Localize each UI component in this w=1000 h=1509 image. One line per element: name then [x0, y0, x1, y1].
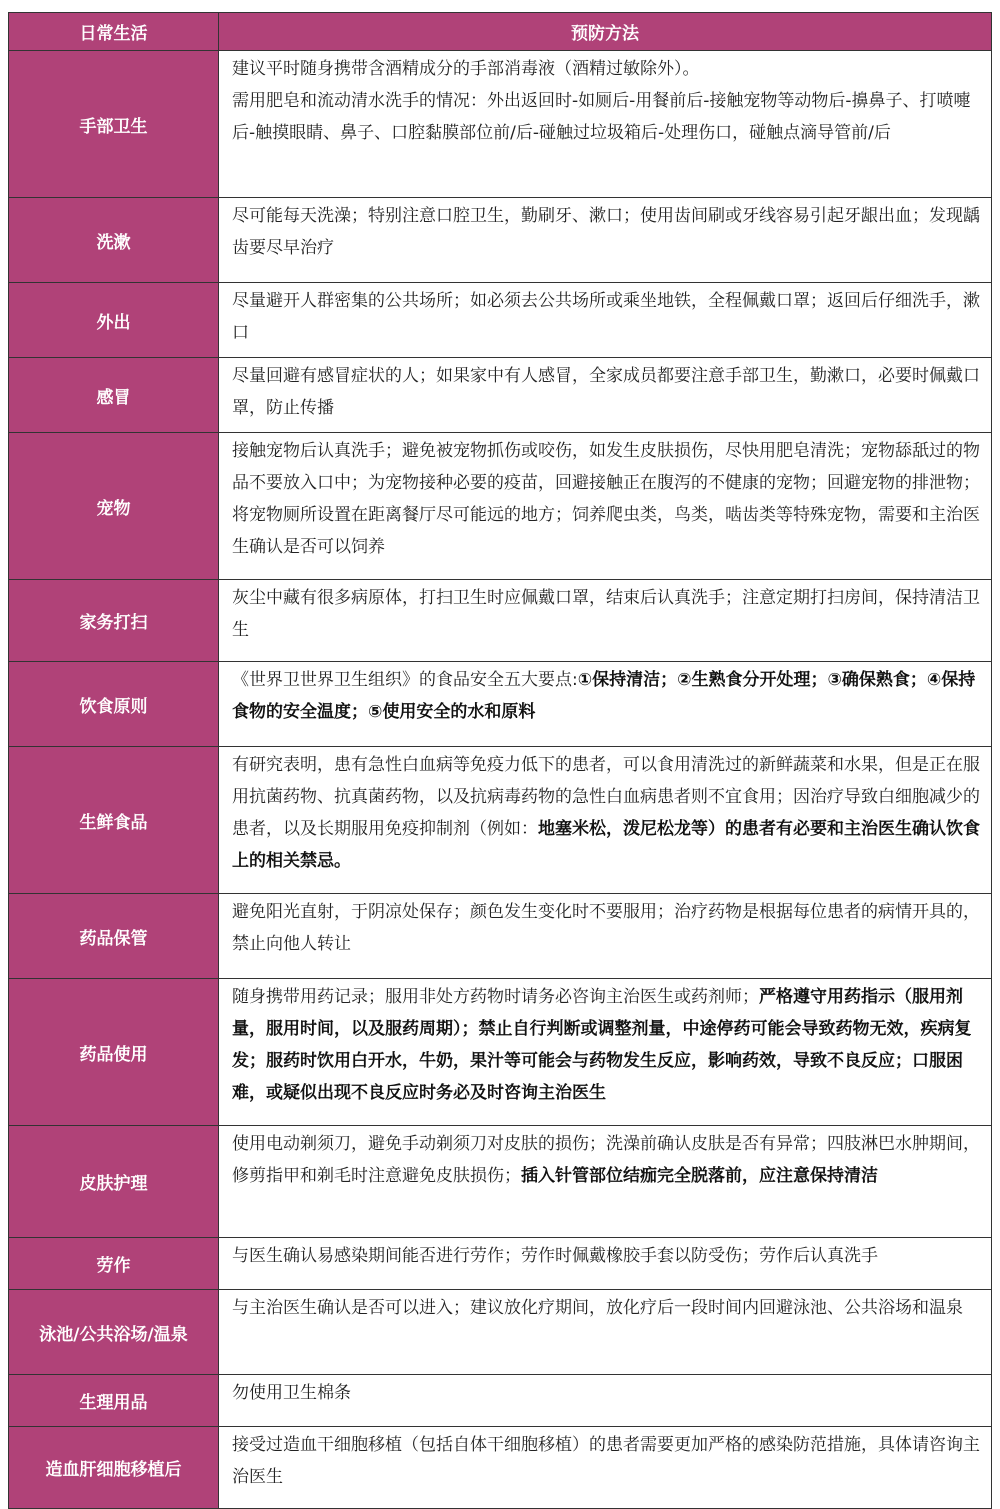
prevention-text: 需用肥皂和流动清水洗手的情况：外出返回时-如厕后-用餐前后-接触宠物等动物后-擤鼻子、打喷嚏后-触摸眼睛、鼻子、口腔黏膜部位前/后-碰触过垃圾箱后-处理伤口，碰触点滴导管前/后 — [232, 91, 971, 143]
prevention-paragraph — [232, 896, 983, 960]
category-cell: 生理用品 — [9, 1375, 219, 1427]
prevention-text: 尽量避开人群密集的公共场所；如必须去公共场所或乘坐地铁，全程佩戴口罩；返回后仔细洗手，漱口 — [232, 291, 980, 343]
table-row — [9, 1290, 992, 1375]
prevention-cell — [219, 894, 992, 979]
category-cell: 皮肤护理 — [9, 1126, 219, 1238]
table-row — [9, 894, 992, 979]
table-row — [9, 198, 992, 283]
prevention-paragraph — [232, 53, 983, 85]
prevention-cell — [219, 1290, 992, 1375]
category-cell: 饮食原则 — [9, 662, 219, 747]
prevention-text: 避免阳光直射，于阴凉处保存；颜色发生变化时不要服用；治疗药物是根据每位患者的病情开具的，禁止向他人转让 — [232, 902, 980, 954]
prevention-paragraph — [232, 360, 983, 424]
prevention-cell — [219, 1126, 992, 1238]
prevention-paragraph — [232, 200, 983, 264]
prevention-paragraph — [232, 1377, 983, 1409]
prevention-text: 使用电动剃须刀，避免手动剃须刀对皮肤的损伤；洗澡前确认皮肤是否有异常；四肢淋巴水肿期间，修剪指甲和剃毛时注意避免皮肤损伤； — [232, 1134, 980, 1186]
prevention-paragraph — [232, 285, 983, 349]
emphasis-text: 地塞米松，泼尼松龙等）的患者有必要和主治医生确认饮食上的相关禁忌。 — [232, 819, 980, 871]
prevention-paragraph — [232, 1128, 983, 1192]
emphasis-text: ①保持清洁；②生熟食分开处理；③确保熟食；④保持食物的安全温度；⑤使用安全的水和原料 — [232, 670, 976, 722]
prevention-text: 与医生确认易感染期间能否进行劳作；劳作时佩戴橡胶手套以防受伤；劳作后认真洗手 — [232, 1246, 878, 1266]
prevention-cell — [219, 747, 992, 894]
emphasis-text: 插入针管部位结痂完全脱落前，应注意保持清洁 — [521, 1166, 878, 1186]
prevention-paragraph — [232, 1429, 983, 1493]
category-cell: 宠物 — [9, 433, 219, 580]
prevention-paragraph — [232, 1292, 983, 1324]
prevention-cell — [219, 979, 992, 1126]
prevention-paragraph — [232, 85, 983, 149]
prevention-table — [8, 12, 992, 1509]
category-cell: 药品保管 — [9, 894, 219, 979]
prevention-cell — [219, 662, 992, 747]
prevention-text: 有研究表明，患有急性白血病等免疫力低下的患者，可以食用清洗过的新鲜蔬菜和水果，但是正在服用抗菌药物、抗真菌药物，以及抗病毒药物的急性白血病患者则不宜食用；因治疗导致白细胞减少的患者，以及长期服用免疫抑制剂（例如： — [232, 755, 980, 839]
prevention-text: 接受过造血干细胞移植（包括自体干细胞移植）的患者需要更加严格的感染防范措施，具体请咨询主治医生 — [232, 1435, 980, 1487]
category-cell: 外出 — [9, 283, 219, 358]
prevention-paragraph — [232, 1240, 983, 1272]
table-row — [9, 283, 992, 358]
header-row — [9, 13, 992, 51]
prevention-text: 接触宠物后认真洗手；避免被宠物抓伤或咬伤，如发生皮肤损伤，尽快用肥皂清洗；宠物舔舐过的物品不要放入口中；为宠物接种必要的疫苗，回避接触正在腹泻的不健康的宠物；回避宠物的排泄物；将宠物厕所设置在距离餐厅尽可能远的地方；饲养爬虫类，鸟类，啮齿类等特殊宠物，需要和主治医生确认是否可以饲养 — [232, 441, 980, 557]
prevention-paragraph — [232, 435, 983, 563]
header-prevention-method: 预防方法 — [219, 13, 992, 51]
prevention-paragraph — [232, 582, 983, 646]
prevention-cell — [219, 358, 992, 433]
table-row — [9, 747, 992, 894]
table-row — [9, 1238, 992, 1290]
prevention-cell — [219, 1375, 992, 1427]
prevention-text: 建议平时随身携带含酒精成分的手部消毒液（酒精过敏除外）。 — [232, 59, 700, 79]
prevention-paragraph — [232, 664, 983, 728]
table-row — [9, 51, 992, 198]
category-cell: 泳池/公共浴场/温泉 — [9, 1290, 219, 1375]
table-row — [9, 358, 992, 433]
category-cell: 洗漱 — [9, 198, 219, 283]
prevention-cell — [219, 283, 992, 358]
prevention-cell — [219, 1427, 992, 1509]
category-cell: 生鲜食品 — [9, 747, 219, 894]
table-row — [9, 979, 992, 1126]
prevention-cell — [219, 198, 992, 283]
table-row — [9, 580, 992, 662]
prevention-text: 勿使用卫生棉条 — [232, 1383, 351, 1403]
category-cell: 劳作 — [9, 1238, 219, 1290]
category-cell: 手部卫生 — [9, 51, 219, 198]
category-cell: 药品使用 — [9, 979, 219, 1126]
prevention-text: 尽量回避有感冒症状的人；如果家中有人感冒，全家成员都要注意手部卫生，勤漱口，必要时佩戴口罩，防止传播 — [232, 366, 980, 418]
category-cell: 家务打扫 — [9, 580, 219, 662]
prevention-text: 随身携带用药记录；服用非处方药物时请务必咨询主治医生或药剂师； — [232, 987, 759, 1007]
table-row — [9, 1427, 992, 1509]
category-cell: 感冒 — [9, 358, 219, 433]
category-cell: 造血肝细胞移植后 — [9, 1427, 219, 1509]
prevention-cell — [219, 580, 992, 662]
table-body — [9, 51, 992, 1509]
table-row — [9, 1375, 992, 1427]
table-row — [9, 433, 992, 580]
header-daily-life: 日常生活 — [9, 13, 219, 51]
emphasis-text: 严格遵守用药指示（服用剂量，服用时间，以及服药周期）；禁止自行判断或调整剂量，中途停药可能会导致药物无效，疾病复发；服药时饮用白开水，牛奶，果汁等可能会与药物发生反应，影响药效，导致不良反应；口服困难，或疑似出现不良反应时务必及时咨询主治医生 — [232, 987, 972, 1103]
prevention-text: 与主治医生确认是否可以进入；建议放化疗期间，放化疗后一段时间内回避泳池、公共浴场和温泉 — [232, 1298, 963, 1318]
prevention-text: 《世界卫世界卫生组织》的食品安全五大要点: — [232, 670, 578, 690]
prevention-cell — [219, 51, 992, 198]
prevention-paragraph — [232, 981, 983, 1109]
prevention-cell — [219, 433, 992, 580]
table-row — [9, 662, 992, 747]
prevention-text: 灰尘中藏有很多病原体，打扫卫生时应佩戴口罩，结束后认真洗手；注意定期打扫房间，保持清洁卫生 — [232, 588, 980, 640]
prevention-paragraph — [232, 749, 983, 877]
prevention-text: 尽可能每天洗澡；特别注意口腔卫生，勤刷牙、漱口；使用齿间刷或牙线容易引起牙龈出血；发现龋齿要尽早治疗 — [232, 206, 980, 258]
table-row — [9, 1126, 992, 1238]
prevention-cell — [219, 1238, 992, 1290]
